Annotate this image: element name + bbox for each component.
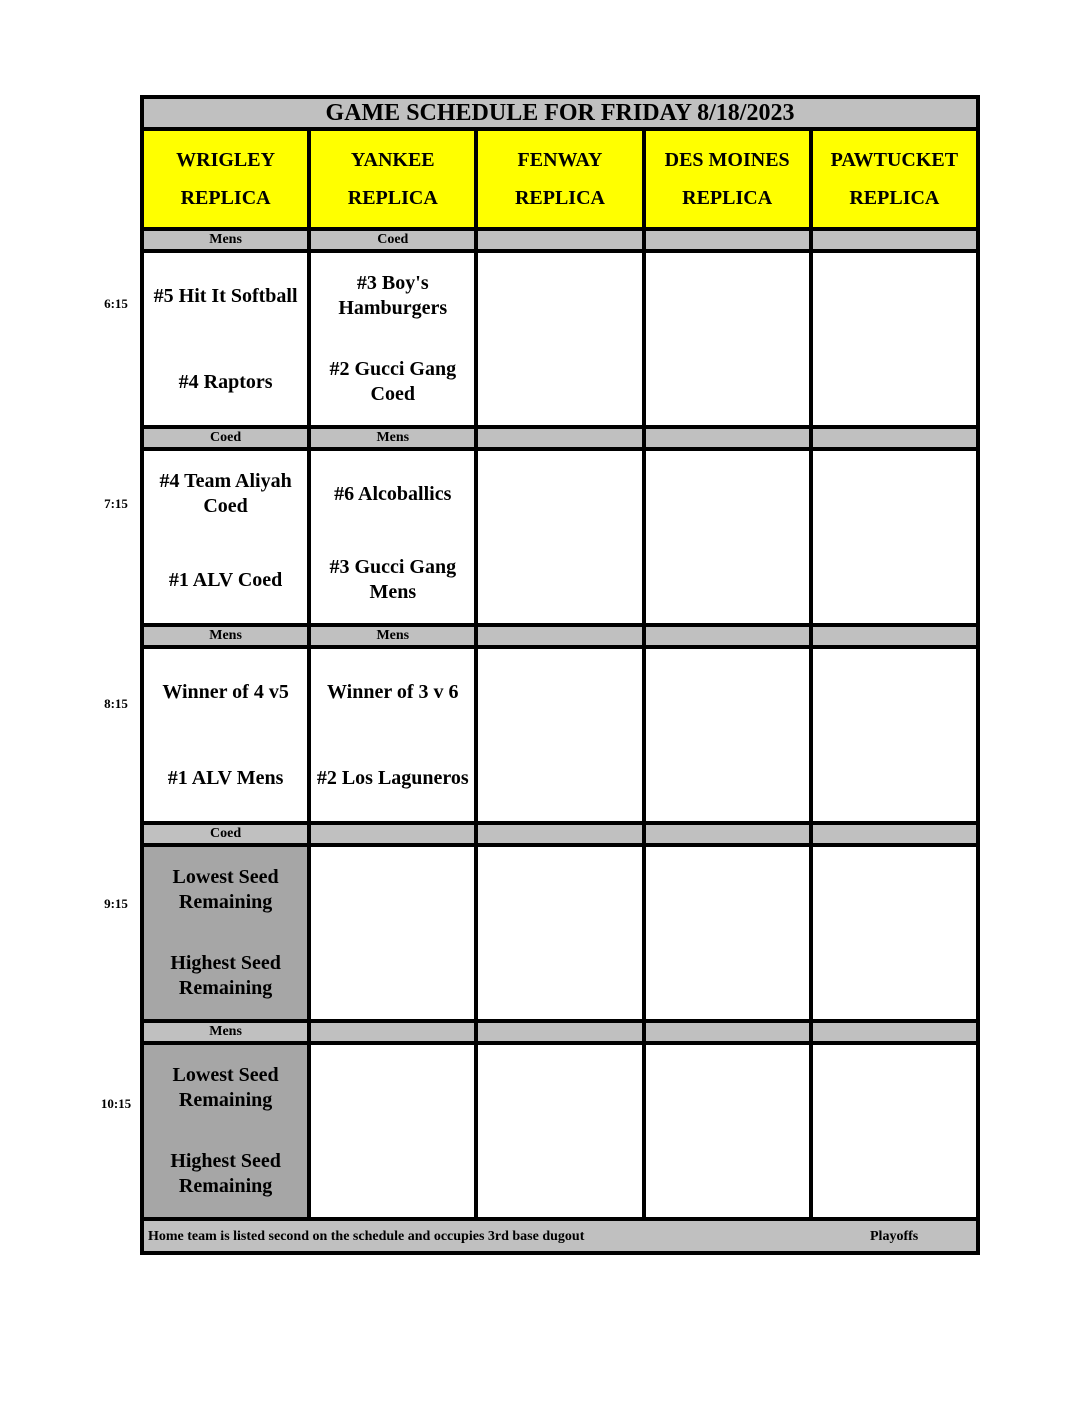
away-team bbox=[646, 649, 809, 735]
division-label: Coed bbox=[309, 229, 476, 251]
game-cell bbox=[476, 449, 643, 625]
game-cell bbox=[811, 1043, 978, 1219]
away-team: Lowest Seed Remaining bbox=[172, 1064, 279, 1111]
field-header-row bbox=[142, 129, 978, 229]
game-row bbox=[142, 449, 978, 625]
game-cell bbox=[644, 845, 811, 1021]
division-label: Mens bbox=[142, 625, 309, 647]
division-label bbox=[644, 1021, 811, 1043]
game-cell bbox=[476, 1043, 643, 1219]
home-team bbox=[478, 933, 641, 1019]
home-team: #1 ALV Mens bbox=[167, 766, 284, 789]
away-team bbox=[646, 1045, 809, 1131]
away-team bbox=[478, 649, 641, 735]
away-team bbox=[813, 451, 976, 537]
field-name: PAWTUCKET bbox=[830, 149, 959, 171]
home-team: Highest Seed Remaining bbox=[170, 952, 281, 999]
playoffs-tag: Playoffs bbox=[870, 1229, 919, 1244]
away-team bbox=[646, 253, 809, 339]
division-row bbox=[142, 823, 978, 845]
away-team bbox=[646, 451, 809, 537]
time-label: 7:15 bbox=[104, 496, 128, 511]
home-team bbox=[478, 735, 641, 821]
footer-row bbox=[142, 1219, 978, 1253]
game-cell bbox=[142, 647, 309, 823]
division-row bbox=[142, 1021, 978, 1043]
field-name: FENWAY bbox=[517, 149, 603, 171]
away-team: Winner of 3 v 6 bbox=[327, 680, 459, 703]
game-row bbox=[142, 1043, 978, 1219]
time-label: 9:15 bbox=[104, 896, 128, 911]
field-header-pawtucket bbox=[811, 129, 978, 229]
home-team bbox=[813, 933, 976, 1019]
field-name: DES MOINES bbox=[664, 149, 790, 171]
game-cell bbox=[811, 647, 978, 823]
game-cell bbox=[309, 1043, 476, 1219]
game-cell bbox=[811, 251, 978, 427]
home-team: Highest Seed Remaining bbox=[170, 1150, 281, 1197]
away-team bbox=[813, 649, 976, 735]
away-team bbox=[813, 1045, 976, 1131]
field-header-yankee bbox=[309, 129, 476, 229]
game-cell bbox=[476, 251, 643, 427]
home-team bbox=[478, 537, 641, 623]
division-row bbox=[142, 229, 978, 251]
game-cell bbox=[476, 647, 643, 823]
time-label: 6:15 bbox=[104, 296, 128, 311]
home-team bbox=[646, 1131, 809, 1217]
time-label: 8:15 bbox=[104, 696, 128, 711]
game-cell bbox=[476, 845, 643, 1021]
away-team: Lowest Seed Remaining bbox=[172, 866, 279, 913]
division-label bbox=[476, 625, 643, 647]
away-team: #3 Boy's Hamburgers bbox=[338, 272, 448, 319]
game-cell bbox=[644, 1043, 811, 1219]
division-label bbox=[309, 823, 476, 845]
game-cell bbox=[309, 449, 476, 625]
home-team bbox=[813, 735, 976, 821]
division-label: Mens bbox=[142, 229, 309, 251]
division-label: Mens bbox=[142, 1021, 309, 1043]
away-team: Winner of 4 v5 bbox=[162, 680, 289, 703]
away-team: #4 Team Aliyah Coed bbox=[159, 470, 292, 517]
division-label: Mens bbox=[309, 427, 476, 449]
field-subtitle: REPLICA bbox=[347, 187, 438, 209]
away-team bbox=[478, 847, 641, 933]
game-cell bbox=[811, 845, 978, 1021]
away-team bbox=[478, 253, 641, 339]
schedule-title: GAME SCHEDULE FOR FRIDAY 8/18/2023 bbox=[142, 97, 978, 129]
home-team bbox=[478, 1131, 641, 1217]
schedule-table bbox=[140, 95, 980, 1255]
home-team-note: Home team is listed second on the schedule and occupies 3rd base dugout bbox=[148, 1229, 585, 1244]
division-row bbox=[142, 427, 978, 449]
field-name: YANKEE bbox=[350, 149, 435, 171]
division-label bbox=[811, 229, 978, 251]
home-team: #2 Gucci Gang Coed bbox=[329, 358, 457, 405]
field-subtitle: REPLICA bbox=[682, 187, 773, 209]
footer-cell bbox=[142, 1219, 978, 1253]
game-row bbox=[142, 845, 978, 1021]
game-cell bbox=[142, 251, 309, 427]
home-team: #3 Gucci Gang Mens bbox=[329, 556, 457, 603]
division-label bbox=[811, 823, 978, 845]
division-label bbox=[644, 229, 811, 251]
game-row bbox=[142, 647, 978, 823]
game-row bbox=[142, 251, 978, 427]
division-label bbox=[309, 1021, 476, 1043]
game-cell bbox=[309, 845, 476, 1021]
division-label bbox=[644, 427, 811, 449]
away-team bbox=[646, 847, 809, 933]
field-subtitle: REPLICA bbox=[849, 187, 940, 209]
home-team bbox=[646, 537, 809, 623]
division-label bbox=[811, 427, 978, 449]
home-team: #2 Los Laguneros bbox=[316, 766, 469, 789]
game-cell bbox=[142, 449, 309, 625]
game-cell bbox=[811, 449, 978, 625]
division-row bbox=[142, 625, 978, 647]
game-cell bbox=[644, 449, 811, 625]
home-team bbox=[646, 933, 809, 1019]
title-row bbox=[142, 97, 978, 129]
away-team: #6 Alcoballics bbox=[334, 482, 452, 505]
home-team bbox=[813, 1131, 976, 1217]
division-label bbox=[811, 1021, 978, 1043]
field-header-wrigley bbox=[142, 129, 309, 229]
game-cell bbox=[142, 1043, 309, 1219]
division-label bbox=[644, 625, 811, 647]
away-team bbox=[478, 1045, 641, 1131]
home-team: #4 Raptors bbox=[178, 370, 273, 393]
away-team bbox=[813, 253, 976, 339]
game-cell bbox=[644, 251, 811, 427]
division-label bbox=[476, 1021, 643, 1043]
field-subtitle: REPLICA bbox=[514, 187, 605, 209]
division-label bbox=[811, 625, 978, 647]
field-header-fenway bbox=[476, 129, 643, 229]
division-label: Mens bbox=[309, 625, 476, 647]
division-label: Coed bbox=[142, 823, 309, 845]
away-team bbox=[478, 451, 641, 537]
home-team: #1 ALV Coed bbox=[168, 568, 283, 591]
division-label bbox=[476, 229, 643, 251]
away-team bbox=[311, 847, 474, 933]
away-team bbox=[813, 847, 976, 933]
home-team bbox=[646, 339, 809, 425]
division-label bbox=[644, 823, 811, 845]
division-label: Coed bbox=[142, 427, 309, 449]
away-team bbox=[311, 1045, 474, 1131]
game-cell bbox=[309, 251, 476, 427]
game-cell bbox=[309, 647, 476, 823]
field-header-des-moines bbox=[644, 129, 811, 229]
field-name: WRIGLEY bbox=[176, 149, 276, 171]
division-label bbox=[476, 823, 643, 845]
division-label bbox=[476, 427, 643, 449]
time-label: 10:15 bbox=[100, 1096, 132, 1111]
home-team bbox=[311, 1131, 474, 1217]
home-team bbox=[311, 933, 474, 1019]
home-team bbox=[646, 735, 809, 821]
away-team: #5 Hit It Softball bbox=[153, 284, 298, 307]
home-team bbox=[478, 339, 641, 425]
field-subtitle: REPLICA bbox=[180, 187, 271, 209]
game-cell bbox=[142, 845, 309, 1021]
game-cell bbox=[644, 647, 811, 823]
home-team bbox=[813, 537, 976, 623]
home-team bbox=[813, 339, 976, 425]
